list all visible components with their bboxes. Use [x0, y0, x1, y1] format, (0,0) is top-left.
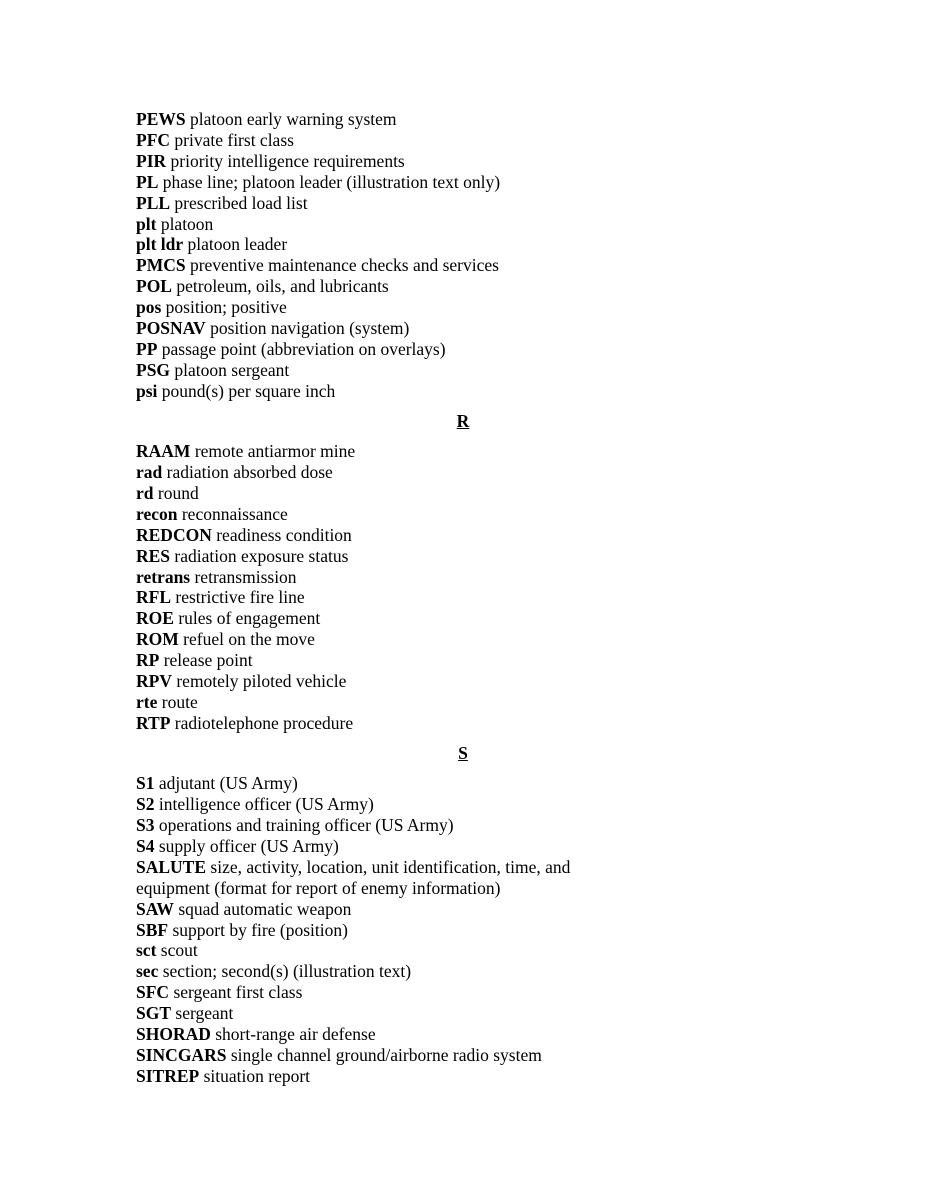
glossary-entry [136, 713, 606, 734]
abbreviation-definition: platoon early warning system [189, 109, 397, 129]
abbreviation-definition: petroleum, oils, and lubricants [176, 276, 389, 297]
abbreviation-term: SINCGARS [136, 1044, 227, 1065]
abbreviation-term: PMCS [136, 255, 186, 276]
glossary-entry [136, 193, 606, 214]
glossary-entry [136, 629, 606, 650]
abbreviation-term: SFC [136, 982, 170, 1003]
abbreviation-definition: radiotelephone procedure [174, 712, 354, 733]
abbreviation-definition: sergeant [175, 1003, 234, 1024]
abbreviation-definition: support by fire (position) [172, 919, 348, 940]
abbreviation-definition: priority intelligence requirements [170, 150, 405, 171]
section-letter-heading: S [458, 742, 468, 763]
abbreviation-definition: remotely piloted vehicle [176, 671, 347, 692]
abbreviation-term: sec [136, 961, 159, 982]
abbreviation-term: PEWS [136, 109, 186, 129]
abbreviation-definition: refuel on the move [183, 629, 315, 650]
abbreviation-definition: short-range air defense [215, 1024, 376, 1045]
glossary-entry [136, 567, 606, 588]
glossary-entry [136, 899, 606, 920]
abbreviation-definition: section; second(s) (illustration text) [162, 961, 412, 982]
abbreviation-definition: passage point (abbreviation on overlays) [161, 338, 446, 359]
abbreviation-definition: adjutant (US Army) [158, 773, 298, 794]
abbreviation-definition: platoon sergeant [174, 359, 290, 380]
glossary-entry [136, 671, 606, 692]
abbreviation-term: SITREP [136, 1065, 200, 1086]
abbreviation-definition: scout [160, 940, 198, 961]
glossary-entry [136, 836, 606, 857]
glossary-entry [136, 940, 606, 961]
glossary-entry [136, 815, 606, 836]
abbreviation-definition: intelligence officer (US Army) [158, 794, 374, 815]
abbreviation-definition: single channel ground/airborne radio system [230, 1044, 542, 1065]
abbreviation-definition: rules of engagement [178, 608, 321, 629]
abbreviation-term: RPV [136, 671, 172, 692]
abbreviation-term: PP [136, 338, 158, 359]
section-letter-heading: R [456, 410, 470, 431]
glossary-entry [136, 483, 606, 504]
glossary-entry [136, 109, 606, 130]
abbreviation-definition: restrictive fire line [175, 587, 305, 608]
glossary-entry [136, 1066, 606, 1087]
abbreviation-term: rd [136, 482, 154, 503]
abbreviation-term: ROM [136, 629, 179, 650]
abbreviation-definition: radiation absorbed dose [166, 462, 333, 482]
abbreviation-term: SHORAD [136, 1024, 211, 1045]
glossary-entry [136, 1024, 606, 1045]
abbreviation-term: SGT [136, 1003, 172, 1024]
glossary-entry [136, 339, 606, 360]
glossary-entry [136, 525, 606, 546]
abbreviation-term: S4 [136, 835, 155, 856]
abbreviation-definition: reconnaissance [181, 503, 288, 524]
abbreviation-term: POL [136, 276, 172, 297]
abbreviation-definition: supply officer (US Army) [158, 835, 339, 856]
abbreviation-term: S1 [136, 773, 155, 794]
glossary-entry [136, 608, 606, 629]
abbreviation-definition: position; positive [165, 297, 287, 318]
abbreviation-definition: operations and training officer (US Army) [158, 815, 454, 835]
glossary-entry [136, 773, 606, 794]
abbreviation-term: PLL [136, 192, 171, 213]
glossary-entry [136, 318, 606, 339]
glossary-section [136, 411, 606, 734]
abbreviation-term: SBF [136, 919, 169, 940]
glossary-entry [136, 297, 606, 318]
glossary-entry [136, 130, 606, 151]
abbreviation-term: retrans [136, 566, 191, 587]
abbreviation-term: SAW [136, 898, 174, 919]
abbreviation-term: RES [136, 545, 171, 566]
glossary-entry [136, 982, 606, 1003]
glossary-entry [136, 546, 606, 567]
glossary-entry [136, 360, 606, 381]
abbreviation-term: sct [136, 940, 157, 961]
abbreviation-definition: platoon [160, 213, 214, 234]
abbreviation-definition: remote antiarmor mine [194, 441, 356, 462]
glossary-section [136, 109, 606, 402]
abbreviation-definition: preventive maintenance checks and services [189, 255, 499, 276]
abbreviation-definition: release point [163, 650, 253, 671]
abbreviation-definition: route [161, 691, 198, 712]
glossary-entry [136, 1045, 606, 1066]
abbreviation-term: PIR [136, 150, 167, 171]
abbreviation-definition: phase line; platoon leader (illustration text only) [162, 171, 501, 192]
abbreviation-term: plt ldr [136, 234, 184, 255]
abbreviation-term: PFC [136, 129, 171, 150]
abbreviation-definition: radiation exposure status [174, 545, 349, 566]
abbreviation-definition: platoon leader [187, 234, 288, 255]
glossary-entry [136, 462, 606, 483]
abbreviation-term: RTP [136, 712, 171, 733]
abbreviation-definition: retransmission [194, 566, 297, 587]
abbreviation-definition: pound(s) per square inch [161, 380, 336, 401]
glossary-entry [136, 381, 606, 402]
abbreviation-definition: situation report [203, 1065, 311, 1086]
abbreviation-term: SALUTE [136, 856, 207, 877]
glossary-entry [136, 1003, 606, 1024]
glossary-entry [136, 857, 606, 899]
glossary-entry [136, 794, 606, 815]
glossary-entry [136, 214, 606, 235]
glossary-entry [136, 172, 606, 193]
abbreviation-definition: sergeant first class [173, 982, 303, 1003]
glossary-entry [136, 504, 606, 525]
glossary-entry [136, 587, 606, 608]
abbreviation-term: recon [136, 503, 178, 524]
abbreviation-glossary [136, 109, 606, 1087]
glossary-entry [136, 151, 606, 172]
glossary-entry [136, 255, 606, 276]
abbreviation-term: PSG [136, 359, 171, 380]
abbreviation-definition: prescribed load list [174, 192, 308, 213]
abbreviation-definition: squad automatic weapon [178, 898, 352, 919]
abbreviation-term: S2 [136, 794, 155, 815]
abbreviation-definition: private first class [174, 129, 294, 150]
glossary-entry [136, 234, 606, 255]
abbreviation-term: PL [136, 171, 159, 192]
abbreviation-term: POSNAV [136, 318, 206, 339]
glossary-entry [136, 961, 606, 982]
abbreviation-term: ROE [136, 608, 174, 629]
abbreviation-term: rad [136, 462, 163, 482]
abbreviation-term: RP [136, 650, 160, 671]
glossary-entry [136, 692, 606, 713]
glossary-entry [136, 276, 606, 297]
abbreviation-term: REDCON [136, 524, 212, 545]
abbreviation-term: RFL [136, 587, 171, 608]
abbreviation-term: pos [136, 297, 162, 318]
glossary-entry [136, 441, 606, 462]
abbreviation-term: RAAM [136, 441, 191, 462]
glossary-section [136, 743, 606, 1087]
abbreviation-term: plt [136, 213, 157, 234]
abbreviation-term: rte [136, 691, 158, 712]
abbreviation-definition: round [157, 482, 199, 503]
abbreviation-definition: position navigation (system) [210, 318, 410, 339]
abbreviation-definition: readiness condition [216, 524, 352, 545]
glossary-entry [136, 650, 606, 671]
abbreviation-definition: size, activity, location, unit identification, time, and equipment (format for report of enemy information) [136, 856, 571, 898]
glossary-entry [136, 920, 606, 941]
abbreviation-term: psi [136, 380, 158, 401]
abbreviation-term: S3 [136, 815, 155, 835]
